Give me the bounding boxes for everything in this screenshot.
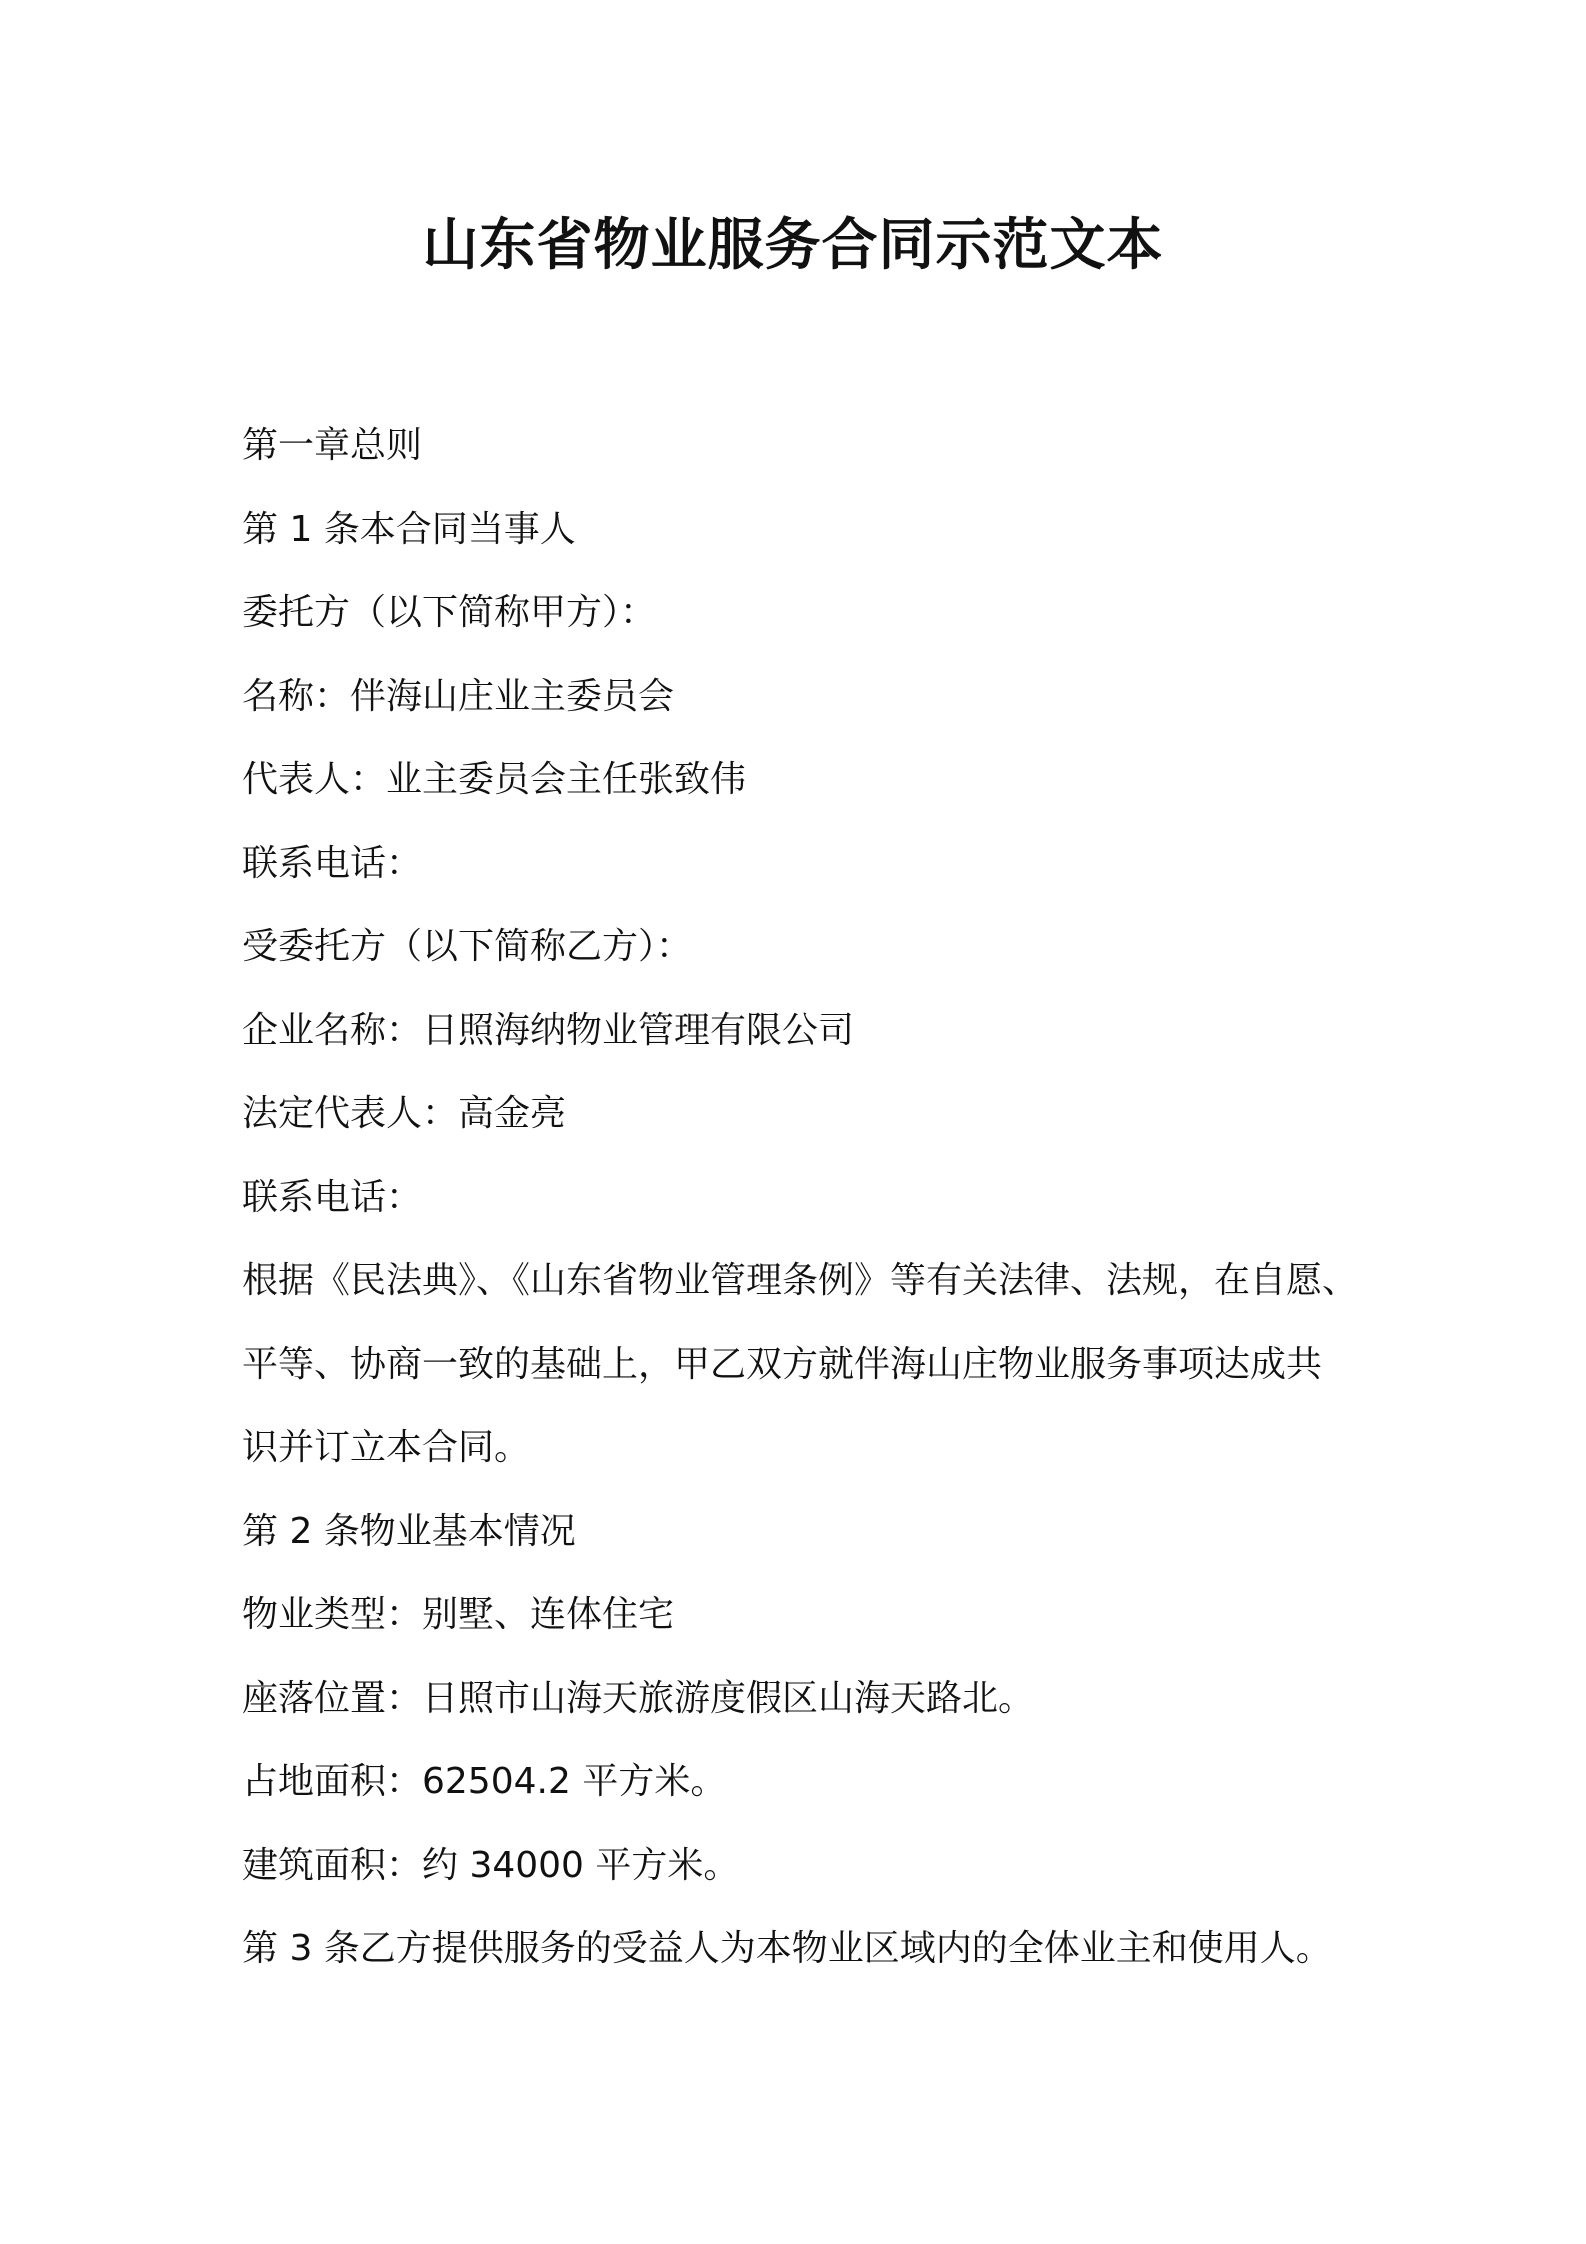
- document-body: [242, 404, 1362, 1991]
- party-b-legal-representative: 法定代表人：高金亮: [242, 1093, 567, 1134]
- party-a-representative: 代表人：业主委员会主任张致伟: [242, 759, 747, 800]
- party-b-phone: 联系电话：: [242, 1176, 423, 1218]
- article-statement: 第 3 条乙方提供服务的受益人为本物业区域内的全体业主和使用人。: [242, 1928, 1332, 1969]
- article-heading: 第 1 条本合同当事人: [242, 508, 576, 550]
- land-area: 占地面积：62504.2 平方米。: [242, 1761, 727, 1802]
- building-area: 建筑面积：约 34000 平方米。: [242, 1844, 740, 1886]
- preamble-line: 识并订立本合同。: [242, 1427, 531, 1468]
- preamble-line: 平等、协商一致的基础上，甲乙双方就伴海山庄物业服务事项达成共: [242, 1343, 1323, 1385]
- article-heading: 第 2 条物业基本情况: [242, 1510, 576, 1552]
- party-b-company: 企业名称：日照海纳物业管理有限公司: [242, 1009, 855, 1051]
- chapter-heading: 第一章总则: [242, 425, 423, 466]
- party-b-heading: 受委托方（以下简称乙方）：: [242, 926, 693, 967]
- property-location: 座落位置：日照市山海天旅游度假区山海天路北。: [242, 1677, 1035, 1719]
- preamble-line: 根据《民法典》、《山东省物业管理条例》等有关法律、法规，在自愿、: [242, 1260, 1359, 1301]
- party-a-phone: 联系电话：: [242, 842, 423, 884]
- party-a-heading: 委托方（以下简称甲方）：: [242, 592, 657, 633]
- document-title: 山东省物业服务合同示范文本: [422, 213, 1164, 278]
- property-type: 物业类型：别墅、连体住宅: [242, 1594, 675, 1635]
- party-a-name: 名称：伴海山庄业主委员会: [242, 675, 675, 717]
